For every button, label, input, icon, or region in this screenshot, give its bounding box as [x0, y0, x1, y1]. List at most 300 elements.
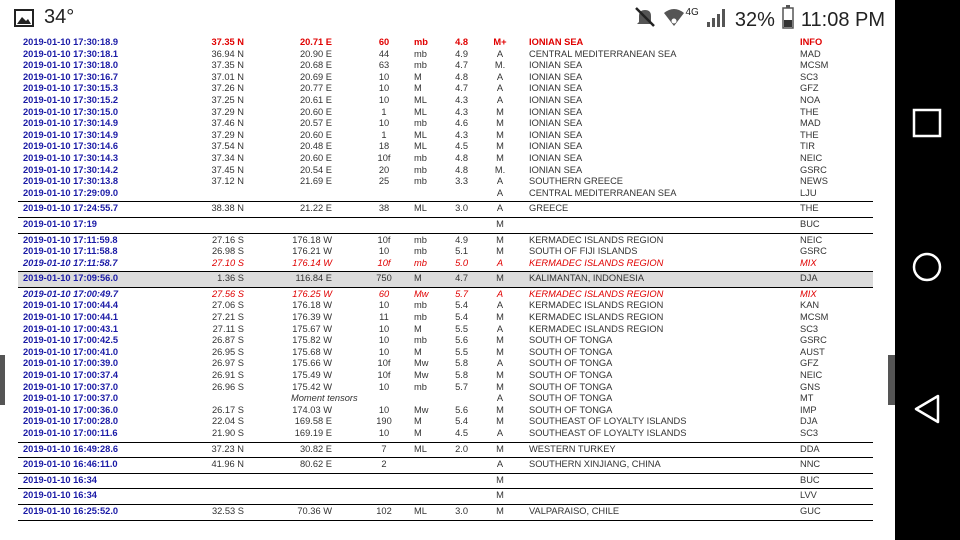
table-row[interactable] [18, 83, 873, 95]
longitude-cell: 176.18 W [292, 300, 332, 311]
table-row[interactable] [18, 289, 873, 301]
date-time-cell[interactable]: 2019-01-10 16:25:52.0 [23, 505, 119, 516]
table-row[interactable] [18, 335, 873, 347]
longitude-cell: 21.22 E [299, 203, 332, 214]
depth-cell: 11 [379, 312, 389, 323]
longitude-cell: 175.66 W [292, 358, 332, 369]
date-time-cell[interactable]: 2019-01-10 17:11:59.8 [23, 234, 118, 245]
magnitude-cell: 3.0 [455, 505, 468, 516]
source-agency-cell: SC3 [800, 323, 819, 334]
table-row[interactable] [18, 347, 873, 359]
magnitude-type-cell: Mw [414, 288, 429, 299]
author-status-cell: M+ [493, 37, 507, 47]
magnitude-type-cell: M [414, 83, 422, 94]
source-agency-cell: NEIC [800, 234, 823, 245]
longitude-cell: 20.71 E [299, 37, 332, 47]
magnitude-cell: 4.7 [455, 83, 468, 94]
longitude-cell: 20.54 E [299, 164, 332, 175]
magnitude-type-cell: M [414, 71, 422, 82]
table-row[interactable] [18, 130, 873, 142]
table-row[interactable] [18, 60, 873, 72]
longitude-cell: 176.18 W [292, 234, 332, 245]
latitude-cell: 37.25 N [211, 94, 244, 105]
magnitude-cell: 5.0 [455, 257, 468, 268]
table-row[interactable] [18, 300, 873, 312]
author-status-cell: M [496, 218, 504, 229]
depth-cell: 10 [378, 323, 390, 334]
battery-icon [782, 5, 794, 35]
date-time-cell[interactable]: 2019-01-10 17:30:15.2 [23, 94, 119, 105]
magnitude-type-cell: ML [414, 505, 427, 516]
longitude-cell: 20.90 E [299, 48, 332, 59]
latitude-cell: 22.04 S [211, 416, 244, 427]
latitude-cell: 37.54 N [211, 141, 244, 152]
source-agency-cell: MCSM [800, 312, 829, 323]
longitude-cell: 70.36 W [297, 505, 332, 516]
author-status-cell: M [496, 129, 504, 140]
latitude-cell: 37.12 N [211, 176, 244, 187]
source-agency-cell: MIX [800, 288, 817, 299]
magnitude-type-cell: ML [414, 141, 427, 152]
date-time-cell[interactable]: 2019-01-10 17:30:14.2 [23, 164, 119, 175]
magnitude-type-cell: Mw [414, 404, 429, 415]
region-cell: IONIAN SEA [529, 83, 583, 94]
depth-cell: 10f [377, 234, 391, 245]
moment-tensors-link[interactable]: Moment tensors [291, 393, 358, 404]
region-cell: KERMADEC ISLANDS REGION [529, 323, 664, 334]
date-time-cell[interactable]: 2019-01-10 17:00:36.0 [23, 404, 119, 415]
author-status-cell: A [496, 187, 504, 198]
magnitude-type-cell: Mw [414, 370, 429, 381]
longitude-cell: 175.42 W [292, 381, 332, 392]
table-row[interactable] [18, 444, 873, 456]
date-time-cell[interactable]: 2019-01-10 17:00:39.0 [23, 358, 119, 369]
date-time-cell[interactable]: 2019-01-10 16:49:28.6 [23, 443, 119, 454]
author-status-cell: M [496, 474, 504, 485]
region-cell: SOUTH OF TONGA [529, 404, 613, 415]
magnitude-cell: 4.6 [455, 118, 468, 129]
table-row[interactable] [18, 107, 873, 119]
date-time-cell[interactable]: 2019-01-10 17:30:18.0 [23, 60, 119, 71]
magnitude-cell: 4.7 [455, 273, 468, 284]
source-agency-cell: DJA [800, 273, 818, 284]
table-row[interactable] [18, 118, 873, 130]
source-agency-cell: NEIC [800, 152, 823, 163]
table-row[interactable] [18, 273, 873, 285]
date-time-cell[interactable]: 2019-01-10 17:00:42.5 [23, 335, 119, 346]
author-status-cell: A [496, 83, 504, 94]
date-time-cell[interactable]: 2019-01-10 17:30:14.6 [23, 141, 119, 152]
longitude-cell: 169.19 E [294, 428, 332, 438]
network-type-label: 4G [685, 6, 699, 18]
magnitude-cell: 5.7 [455, 381, 468, 392]
table-row[interactable] [18, 506, 873, 518]
date-time-cell[interactable]: 2019-01-10 17:00:41.0 [23, 346, 119, 357]
date-time-cell[interactable]: 2019-01-10 17:00:28.0 [23, 416, 119, 427]
longitude-cell: 21.69 E [299, 176, 332, 187]
region-cell: IONIAN SEA [529, 71, 583, 82]
source-agency-cell: MCSM [800, 60, 829, 71]
region-cell: KERMADEC ISLANDS REGION [529, 312, 664, 323]
table-row[interactable] [18, 188, 873, 200]
table-row[interactable] [18, 235, 873, 247]
magnitude-type-cell: mb [414, 164, 427, 175]
depth-cell: 10 [378, 346, 390, 357]
date-time-cell[interactable]: 2019-01-10 16:34 [23, 490, 97, 501]
magnitude-cell: 4.9 [455, 234, 468, 245]
depth-cell: 10f [377, 152, 391, 163]
region-cell: IONIAN SEA [529, 141, 583, 152]
longitude-cell: 20.57 E [299, 118, 332, 129]
date-time-cell[interactable]: 2019-01-10 17:19 [23, 218, 97, 229]
region-cell: SOUTHERN XINJIANG, CHINA [529, 459, 661, 470]
table-row[interactable] [18, 382, 873, 394]
table-row[interactable] [18, 153, 873, 165]
table-row[interactable] [18, 258, 873, 270]
table-row[interactable] [18, 95, 873, 107]
region-cell: IONIAN SEA [529, 118, 583, 129]
depth-cell: 7 [381, 443, 387, 454]
table-row[interactable] [18, 405, 873, 417]
region-cell: KALIMANTAN, INDONESIA [529, 273, 645, 284]
source-agency-cell: SC3 [800, 71, 819, 82]
home-button[interactable] [907, 249, 947, 289]
event-group [18, 202, 873, 218]
magnitude-cell: 5.5 [455, 346, 468, 357]
region-cell: CENTRAL MEDITERRANEAN SEA [529, 48, 677, 59]
date-time-cell[interactable]: 2019-01-10 17:11:58.8 [23, 246, 118, 257]
magnitude-cell: 4.9 [455, 48, 468, 59]
source-agency-cell: KAN [800, 300, 820, 311]
author-status-cell: M [496, 106, 504, 117]
author-status-cell: M. [494, 164, 506, 175]
date-time-cell[interactable]: 2019-01-10 17:30:18.1 [23, 48, 119, 59]
magnitude-cell: 5.6 [455, 404, 468, 415]
magnitude-type-cell: M [414, 323, 422, 334]
date-time-cell[interactable]: 2019-01-10 17:00:37.0 [23, 393, 119, 404]
latitude-cell: 21.90 S [211, 428, 244, 438]
date-time-cell[interactable]: 2019-01-10 17:00:37.0 [23, 381, 119, 392]
date-time-cell[interactable]: 2019-01-10 17:29:09.0 [23, 187, 119, 198]
magnitude-type-cell: mb [414, 312, 427, 323]
date-time-cell[interactable]: 2019-01-10 17:00:44.1 [23, 312, 119, 323]
latitude-cell: 41.96 N [211, 459, 244, 470]
depth-cell: 2 [381, 459, 387, 470]
source-agency-cell: THE [800, 106, 819, 117]
author-status-cell: M [496, 381, 504, 392]
magnitude-cell: 4.8 [455, 152, 468, 163]
magnitude-cell: 5.5 [455, 323, 468, 334]
author-status-cell: A [496, 393, 504, 404]
longitude-cell: 175.67 W [292, 323, 332, 334]
date-time-cell[interactable]: 2019-01-10 17:24:55.7 [23, 203, 119, 214]
magnitude-cell: 5.4 [455, 312, 468, 323]
source-agency-cell: DDA [800, 443, 820, 454]
longitude-cell: 169.58 E [294, 416, 332, 427]
source-agency-cell: MT [800, 393, 814, 404]
magnitude-type-cell: ML [414, 94, 427, 105]
magnitude-cell: 5.4 [455, 300, 468, 311]
latitude-cell: 27.16 S [211, 234, 244, 245]
table-row[interactable] [18, 459, 873, 471]
region-cell: IONIAN SEA [529, 106, 583, 117]
magnitude-type-cell: mb [414, 381, 427, 392]
table-row[interactable] [18, 176, 873, 188]
depth-cell: 10f [377, 358, 391, 369]
author-status-cell: A [496, 428, 504, 438]
date-time-cell[interactable]: 2019-01-10 17:00:11.6 [23, 428, 118, 438]
table-row[interactable] [18, 219, 873, 231]
event-group [18, 218, 873, 234]
region-cell: IONIAN SEA [529, 164, 583, 175]
longitude-cell: 20.61 E [299, 94, 332, 105]
author-status-cell: M [496, 141, 504, 152]
source-agency-cell: NOA [800, 94, 821, 105]
depth-cell: 10 [378, 94, 390, 105]
back-button[interactable] [907, 391, 947, 431]
longitude-cell: 176.39 W [292, 312, 332, 323]
browser-page [0, 36, 895, 540]
date-time-cell[interactable]: 2019-01-10 17:30:16.7 [23, 71, 119, 82]
author-status-cell: M [496, 443, 504, 454]
status-bar [0, 0, 895, 36]
table-row[interactable] [18, 393, 873, 405]
date-time-cell[interactable]: 2019-01-10 16:46:11.0 [23, 459, 118, 470]
date-time-cell[interactable]: 2019-01-10 17:30:14.9 [23, 118, 119, 129]
clock-label: 11:08 PM [800, 8, 885, 31]
date-time-cell[interactable]: 2019-01-10 17:00:37.4 [23, 370, 119, 381]
source-agency-cell: NEIC [800, 370, 823, 381]
latitude-cell: 37.01 N [211, 71, 244, 82]
source-agency-cell: NEWS [800, 176, 828, 187]
depth-cell: 190 [376, 416, 392, 427]
longitude-cell: 176.25 W [292, 288, 332, 299]
depth-cell: 10 [378, 404, 390, 415]
region-cell: GREECE [529, 203, 569, 214]
author-status-cell: A [496, 48, 504, 59]
date-time-cell[interactable]: 2019-01-10 17:30:13.8 [23, 176, 119, 187]
table-row[interactable] [18, 428, 873, 440]
table-row[interactable] [18, 165, 873, 177]
source-agency-cell: MAD [800, 118, 821, 129]
magnitude-type-cell: M [414, 346, 422, 357]
author-status-cell: A [496, 459, 504, 470]
magnitude-type-cell: mb [414, 118, 427, 129]
mute-icon [634, 6, 656, 34]
depth-cell: 63 [378, 60, 390, 71]
magnitude-cell: 4.3 [455, 106, 468, 117]
depth-cell: 44 [378, 48, 390, 59]
latitude-cell: 37.34 N [211, 152, 244, 163]
magnitude-type-cell: mb [414, 48, 427, 59]
magnitude-type-cell: mb [414, 300, 427, 311]
battery-percent-label: 32% [734, 8, 775, 31]
region-cell: SOUTH OF TONGA [529, 381, 613, 392]
depth-cell: 1 [381, 106, 387, 117]
event-group [18, 489, 873, 505]
source-agency-cell: GFZ [800, 83, 819, 94]
author-status-cell: A [496, 300, 504, 311]
region-cell: IONIAN SEA [529, 94, 583, 105]
source-agency-cell: MIX [800, 257, 817, 268]
table-row[interactable] [18, 141, 873, 153]
magnitude-cell: 5.8 [455, 370, 468, 381]
author-status-cell: M [496, 273, 504, 284]
date-time-cell[interactable]: 2019-01-10 17:30:14.9 [23, 129, 119, 140]
latitude-cell: 36.94 N [211, 48, 244, 59]
longitude-cell: 174.03 W [292, 404, 332, 415]
square-icon [912, 108, 942, 143]
latitude-cell: 26.87 S [211, 335, 244, 346]
latitude-cell: 38.38 N [211, 203, 244, 214]
source-agency-cell: NNC [800, 459, 821, 470]
depth-cell: 102 [376, 505, 392, 516]
recent-apps-button[interactable] [907, 105, 947, 145]
date-time-cell[interactable]: 2019-01-10 16:34 [23, 474, 97, 485]
table-row[interactable] [18, 37, 873, 49]
image-icon [14, 9, 34, 32]
magnitude-cell: 4.5 [455, 141, 468, 152]
date-time-cell[interactable]: 2019-01-10 17:00:44.4 [23, 300, 119, 311]
author-status-cell: A [496, 176, 504, 187]
author-status-cell: M [496, 404, 504, 415]
magnitude-type-cell: ML [414, 129, 427, 140]
table-row[interactable] [18, 246, 873, 258]
navigation-bar [895, 0, 960, 540]
author-status-cell: M [496, 490, 504, 501]
longitude-cell: 175.68 W [292, 346, 332, 357]
depth-cell: 10 [378, 428, 390, 438]
table-row[interactable] [18, 203, 873, 215]
magnitude-type-cell: mb [414, 37, 428, 47]
author-status-cell: M [496, 152, 504, 163]
date-time-cell[interactable]: 2019-01-10 17:30:14.3 [23, 152, 119, 163]
date-time-cell[interactable]: 2019-01-10 17:00:43.1 [23, 323, 119, 334]
longitude-cell: 20.60 E [299, 106, 332, 117]
magnitude-cell: 5.7 [455, 288, 468, 299]
event-group [18, 458, 873, 474]
left-scroll-handle[interactable] [0, 355, 5, 405]
depth-cell: 10 [378, 118, 390, 129]
table-row[interactable] [18, 358, 873, 370]
date-time-cell[interactable]: 2019-01-10 17:30:15.3 [23, 83, 119, 94]
depth-cell: 18 [378, 141, 390, 152]
depth-cell: 60 [378, 37, 390, 47]
event-group [18, 505, 873, 521]
magnitude-cell: 5.4 [455, 416, 468, 427]
author-status-cell: M [496, 246, 504, 257]
depth-cell: 10 [378, 381, 390, 392]
magnitude-type-cell: mb [414, 234, 427, 245]
region-cell: SOUTHERN GREECE [529, 176, 624, 187]
region-cell: CENTRAL MEDITERRANEAN SEA [529, 187, 677, 198]
region-cell: IONIAN SEA [529, 60, 583, 71]
source-agency-cell: GUC [800, 505, 821, 516]
magnitude-type-cell: mb [414, 257, 427, 268]
latitude-cell: 27.21 S [211, 312, 244, 323]
event-group [18, 443, 873, 459]
date-time-cell[interactable]: 2019-01-10 17:00:49.7 [23, 288, 119, 299]
table-row[interactable] [18, 312, 873, 324]
longitude-cell: 175.49 W [292, 370, 332, 381]
magnitude-type-cell: M [414, 428, 422, 438]
region-cell: SOUTH OF TONGA [529, 358, 613, 369]
author-status-cell: M [496, 416, 504, 427]
source-agency-cell: THE [800, 203, 819, 214]
magnitude-cell: 4.8 [455, 37, 468, 47]
source-agency-cell: AUST [800, 346, 825, 357]
depth-cell: 25 [378, 176, 390, 187]
depth-cell: 750 [376, 273, 392, 284]
latitude-cell: 37.45 N [211, 164, 244, 175]
region-cell: KERMADEC ISLANDS REGION [529, 288, 664, 299]
region-cell: SOUTHEAST OF LOYALTY ISLANDS [529, 428, 687, 438]
date-time-cell[interactable]: 2019-01-10 17:09:56.0 [23, 273, 119, 284]
longitude-cell: 20.48 E [299, 141, 332, 152]
author-status-cell: M. [494, 60, 506, 71]
latitude-cell: 26.17 S [211, 404, 244, 415]
table-row[interactable] [18, 370, 873, 382]
table-row[interactable] [18, 49, 873, 61]
event-group [18, 288, 873, 443]
table-row[interactable] [18, 475, 873, 487]
date-time-cell[interactable]: 2019-01-10 17:30:18.9 [23, 37, 119, 47]
author-status-cell: A [496, 71, 504, 82]
magnitude-type-cell: ML [414, 203, 427, 214]
latitude-cell: 1.36 S [217, 273, 244, 284]
author-status-cell: M [496, 234, 504, 245]
author-status-cell: M [496, 335, 504, 346]
magnitude-type-cell: ML [414, 106, 427, 117]
latitude-cell: 37.26 N [211, 83, 244, 94]
region-cell: SOUTH OF TONGA [529, 346, 613, 357]
table-row[interactable] [18, 416, 873, 428]
table-row[interactable] [18, 324, 873, 336]
magnitude-cell: 4.7 [455, 60, 468, 71]
right-scroll-handle[interactable] [888, 355, 895, 405]
depth-cell: 20 [378, 164, 390, 175]
source-agency-cell: INFO [800, 37, 823, 47]
depth-cell: 1 [381, 129, 387, 140]
depth-cell: 10 [378, 83, 390, 94]
source-agency-cell: GSRC [800, 246, 827, 257]
circle-icon [911, 251, 943, 288]
author-status-cell: M [496, 370, 504, 381]
magnitude-cell: 5.8 [455, 358, 468, 369]
region-cell: IONIAN SEA [529, 37, 584, 47]
magnitude-type-cell: M [414, 416, 422, 427]
latitude-cell: 26.95 S [211, 346, 244, 357]
magnitude-cell: 2.0 [455, 443, 468, 454]
date-time-cell[interactable]: 2019-01-10 17:11:58.7 [23, 257, 118, 268]
depth-cell: 10f [377, 370, 391, 381]
magnitude-cell: 4.5 [455, 428, 468, 438]
source-agency-cell: IMP [800, 404, 817, 415]
region-cell: KERMADEC ISLANDS REGION [529, 300, 664, 311]
depth-cell: 10 [378, 71, 390, 82]
latitude-cell: 37.35 N [211, 60, 244, 71]
earthquake-table [18, 36, 873, 521]
date-time-cell[interactable]: 2019-01-10 17:30:15.0 [23, 106, 119, 117]
depth-cell: 60 [378, 288, 390, 299]
event-group [18, 234, 873, 273]
longitude-cell: 176.21 W [292, 246, 332, 257]
table-row[interactable] [18, 72, 873, 84]
latitude-cell: 26.96 S [211, 381, 244, 392]
table-row[interactable] [18, 490, 873, 502]
author-status-cell: A [496, 257, 504, 268]
latitude-cell: 27.56 S [211, 288, 244, 299]
